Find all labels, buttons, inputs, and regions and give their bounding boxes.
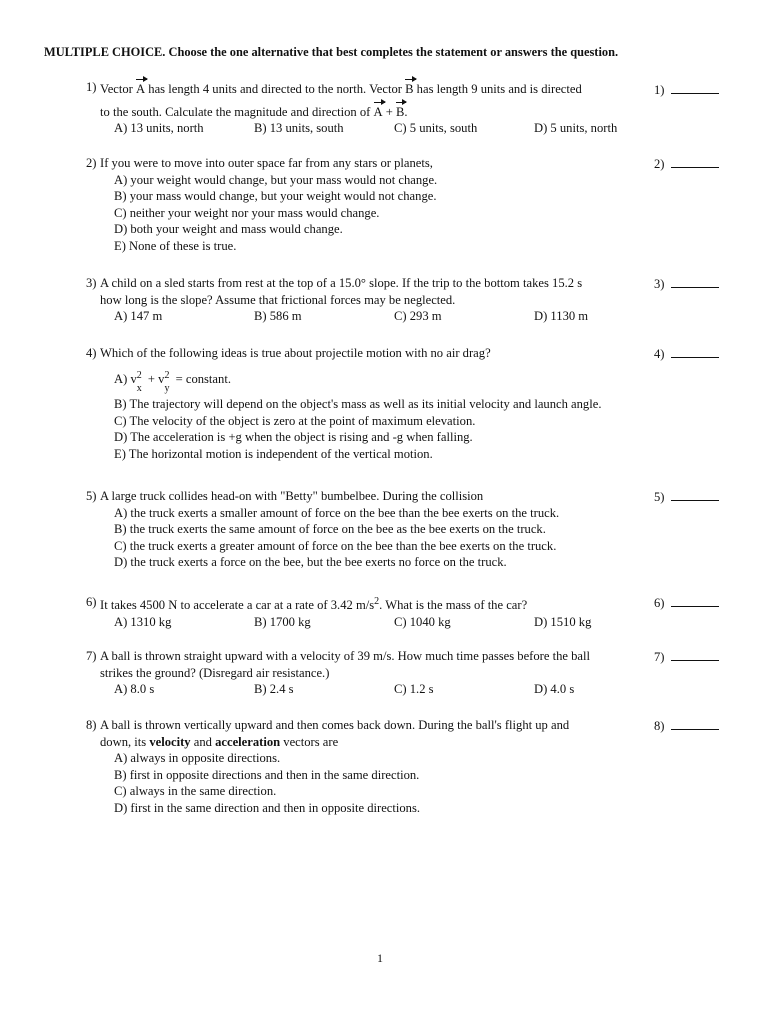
stem-text: A child on a sled starts from rest at the top of a 15.0° slope. If the trip to the bottom takes 15.2 s xyxy=(100,276,583,290)
plus-sign: + xyxy=(382,104,397,119)
answer-line[interactable] xyxy=(671,275,719,288)
answer-blank-8[interactable] xyxy=(654,717,719,735)
stem-text: . xyxy=(404,104,408,119)
question-stem xyxy=(86,488,646,505)
answer-options xyxy=(86,681,766,698)
keyword-acceleration: acceleration xyxy=(215,734,281,749)
answer-blank-2[interactable] xyxy=(654,155,719,173)
answer-line[interactable] xyxy=(671,648,719,661)
answer-line[interactable] xyxy=(671,488,719,501)
answer-blank-6[interactable] xyxy=(654,594,719,612)
question-stem xyxy=(86,79,646,120)
option-c[interactable]: C) the truck exerts a greater amount of force on the bee than the bee exerts on the truck. xyxy=(114,538,557,553)
velocity-equation: v 2 x + v 2 y = constant. xyxy=(130,369,231,394)
option-b[interactable]: B) first in opposite directions and then in the same direction. xyxy=(114,767,420,782)
option-a[interactable]: A) the truck exerts a smaller amount of force on the bee than the bee exerts on the truck. xyxy=(114,505,560,520)
option-d[interactable]: D) first in the same direction and then in opposite directions. xyxy=(114,800,421,815)
answer-blank-3[interactable] xyxy=(654,275,719,293)
option-c[interactable]: C) 293 m xyxy=(394,309,442,323)
option-c[interactable]: C) neither your weight nor your mass would change. xyxy=(114,205,380,220)
answer-line[interactable] xyxy=(671,594,719,607)
option-b[interactable]: B) 13 units, south xyxy=(254,121,344,135)
answer-options xyxy=(86,308,766,325)
option-d[interactable]: D) 1130 m xyxy=(534,309,589,323)
option-b[interactable]: B) 586 m xyxy=(254,309,302,323)
exponent: 2 xyxy=(374,596,380,607)
question-stem xyxy=(86,275,660,308)
question-stem xyxy=(86,345,646,362)
stem-text: Vector xyxy=(100,82,137,96)
option-c[interactable]: C) 1.2 s xyxy=(394,682,434,696)
option-c[interactable]: C) The velocity of the object is zero at the point of maximum elevation. xyxy=(114,413,476,428)
option-c[interactable]: C) always in the same direction. xyxy=(114,784,277,798)
option-d[interactable]: D) The acceleration is +g when the object is rising and -g when falling. xyxy=(114,430,473,444)
answer-label: 5) xyxy=(654,490,665,504)
option-a[interactable] xyxy=(86,369,766,394)
question-number: 2) xyxy=(86,156,97,170)
answer-blank-4[interactable] xyxy=(654,345,719,363)
question-number: 7) xyxy=(86,649,97,663)
answer-label: 6) xyxy=(654,596,665,610)
option-b[interactable]: B) The trajectory will depend on the object's mass as well as its initial velocity and launch angle. xyxy=(114,397,602,411)
stem-text: has length 4 units and directed to the north. Vector xyxy=(145,82,406,96)
option-b[interactable]: B) your mass would change, but your weight would not change. xyxy=(114,189,437,203)
option-b[interactable]: B) 1700 kg xyxy=(254,614,311,629)
option-c[interactable]: C) 5 units, south xyxy=(394,121,478,135)
answer-options xyxy=(86,614,766,631)
answer-line[interactable] xyxy=(671,81,719,94)
stem-text: If you were to move into outer space far from any stars or planets, xyxy=(100,156,433,170)
answer-blank-7[interactable] xyxy=(654,648,719,666)
stem-text: how long is the slope? Assume that frictional forces may be neglected. xyxy=(100,292,456,307)
question-number: 8) xyxy=(86,718,97,732)
option-b[interactable]: B) the truck exerts the same amount of force on the bee as the bee exerts on the truck. xyxy=(114,522,546,536)
option-b[interactable]: B) 2.4 s xyxy=(254,682,294,696)
stem-text: A ball is thrown vertically upward and then comes back down. During the ball's flight up and xyxy=(100,718,570,732)
answer-label: 2) xyxy=(654,157,665,171)
question-stem xyxy=(86,648,660,681)
option-d[interactable]: D) 5 units, north xyxy=(534,121,618,135)
question-stem xyxy=(86,717,660,750)
stem-text: to the south. Calculate the magnitude and direction of xyxy=(100,104,374,119)
option-d[interactable]: D) 4.0 s xyxy=(534,682,575,696)
answer-label: 7) xyxy=(654,650,665,664)
answer-line[interactable] xyxy=(671,155,719,168)
stem-text: strikes the ground? (Disregard air resistance.) xyxy=(100,665,330,680)
answer-line[interactable] xyxy=(671,345,719,358)
question-number: 3) xyxy=(86,276,97,290)
option-a[interactable]: A) 13 units, north xyxy=(114,121,204,135)
vector-a-symbol: A xyxy=(136,82,146,96)
answer-options xyxy=(86,120,766,137)
question-number: 1) xyxy=(86,80,97,94)
stem-text: It takes 4500 N to accelerate a car at a rate of 3.42 m/s xyxy=(100,598,375,612)
option-a[interactable]: A) 1310 kg xyxy=(114,614,172,629)
option-c[interactable]: C) 1040 kg xyxy=(394,614,451,629)
stem-text: Which of the following ideas is true about projectile motion with no air drag? xyxy=(100,346,491,360)
stem-text: . What is the mass of the car? xyxy=(379,598,528,612)
vector-a-symbol: A xyxy=(373,104,383,119)
option-a[interactable]: A) 147 m xyxy=(114,309,163,323)
answer-line[interactable] xyxy=(671,717,719,730)
option-d[interactable]: D) the truck exerts a force on the bee, but the bee exerts no force on the truck. xyxy=(114,555,507,569)
keyword-velocity: velocity xyxy=(149,734,191,749)
option-a[interactable]: A) always in opposite directions. xyxy=(114,751,281,765)
answer-blank-5[interactable] xyxy=(654,488,719,506)
option-e[interactable]: E) The horizontal motion is independent of the vertical motion. xyxy=(114,446,433,461)
section-header: MULTIPLE CHOICE. Choose the one alternative that best completes the statement or answers the question. xyxy=(44,45,619,59)
question-4 xyxy=(86,345,766,462)
vector-b-symbol: B xyxy=(405,82,414,96)
option-e[interactable]: E) None of these is true. xyxy=(114,238,237,253)
question-stem xyxy=(86,155,646,172)
option-d[interactable]: D) both your weight and mass would change. xyxy=(114,222,343,236)
answer-label: 8) xyxy=(654,719,665,733)
question-stem xyxy=(86,594,646,614)
question-number: 4) xyxy=(86,346,97,360)
option-letter: A) xyxy=(114,371,128,386)
stem-text: down, its velocity and acceleration vectors are xyxy=(100,734,339,749)
answer-label: 4) xyxy=(654,347,665,361)
page-number: 1 xyxy=(377,951,383,965)
option-a[interactable]: A) 8.0 s xyxy=(114,682,155,696)
question-number: 6) xyxy=(86,595,97,609)
stem-text: A ball is thrown straight upward with a velocity of 39 m/s. How much time passes before the ball xyxy=(100,649,591,663)
question-number: 5) xyxy=(86,489,97,503)
option-a[interactable]: A) your weight would change, but your mass would not change. xyxy=(114,172,438,187)
answer-blank-1[interactable] xyxy=(654,81,719,99)
answer-label: 1) xyxy=(654,83,665,97)
stem-text: has length 9 units and is directed xyxy=(413,82,582,96)
stem-text: A large truck collides head-on with "Betty" bumbelbee. During the collision xyxy=(100,489,484,503)
vector-b-symbol: B xyxy=(396,104,405,119)
option-d[interactable]: D) 1510 kg xyxy=(534,614,592,629)
answer-label: 3) xyxy=(654,277,665,291)
